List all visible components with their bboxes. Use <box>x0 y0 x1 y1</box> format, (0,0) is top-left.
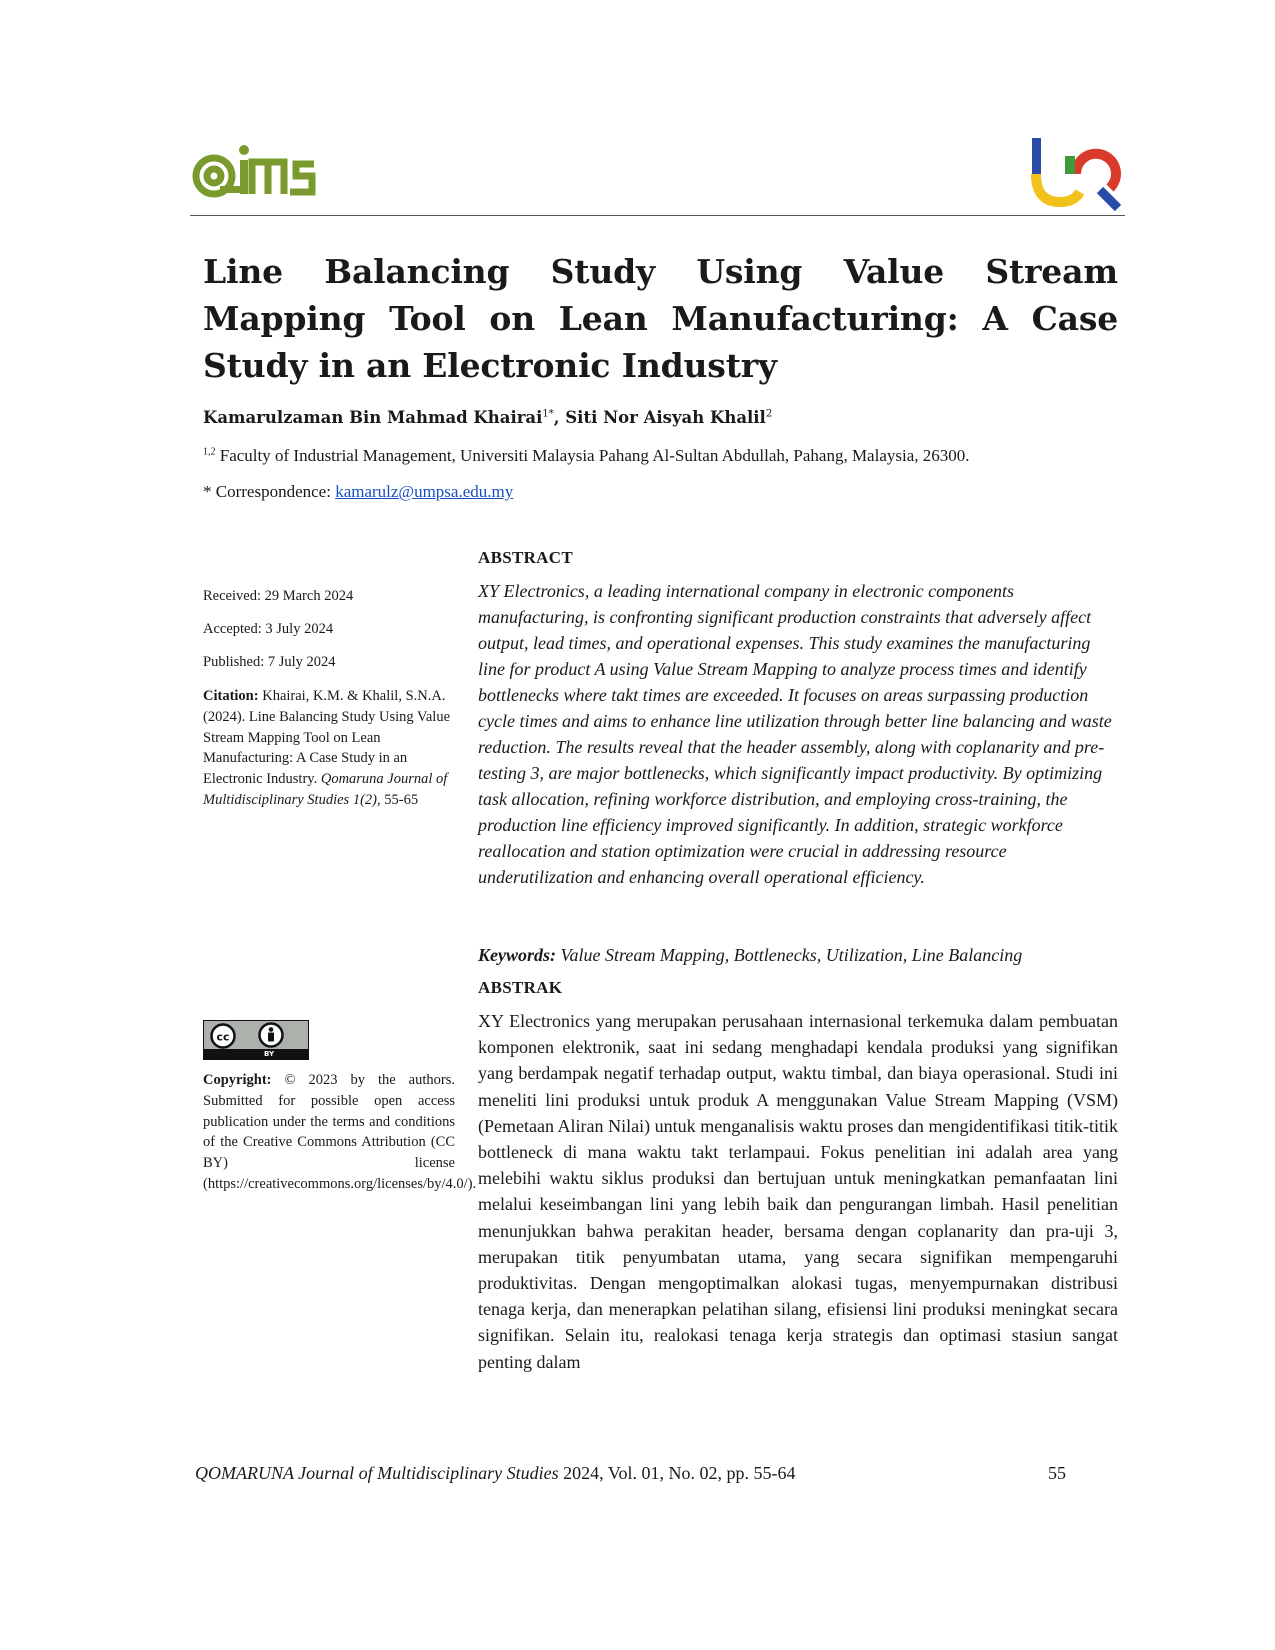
abstrak-text: XY Electronics yang merupakan perusahaan internasional terkemuka dalam pembuatan komponen elektronik, saat ini sedang menghadapi kendala produksi yang signifikan yang berdampak negatif terhadap output, waktu timbal, dan biaya operasional. Studi ini meneliti lini produksi untuk produk A menggunakan Value Stream Mapping (VSM) (Pemetaan Aliran Nilai) untuk menganalisis waktu proses dan mengidentifikasi titik-titik bottleneck di mana waktu takt terlampaui. Fokus penelitian ini adalah area yang melebihi waktu siklus produksi dan bertujuan untuk meningkatkan pemanfaatan lini melalui keseimbangan lini yang lebih baik dan pengurangan limbah. Hasil penelitian menunjukkan bahwa perakitan header, bersama dengan coplanarity dan pra-uji 3, merupakan titik penyumbatan utama, yang secara signifikan mempengaruhi produktivitas. Dengan mengoptimalkan alokasi tugas, menyempurnakan distribusi tenaga kerja, dan menerapkan pelatihan silang, efisiensi lini produksi meningkat secara signifikan. Selain itu, realokasi tenaga kerja strategis dan optimasi stasiun sangat penting dalam <box>478 1011 1118 1372</box>
cc-by-license-badge[interactable] <box>203 1020 309 1060</box>
abstrak-heading: ABSTRAK <box>478 978 563 997</box>
citation-label: Citation: <box>203 688 259 704</box>
correspondence-label: * Correspondence: <box>203 482 336 501</box>
keywords-text: Value Stream Mapping, Bottlenecks, Utilization, Line Balancing <box>556 945 1023 965</box>
cc-by-label: BY <box>264 1050 275 1058</box>
footer-journal-name: QOMARUNA Journal of Multidisciplinary Studies <box>195 1463 559 1483</box>
qjms-logo-icon <box>190 138 320 204</box>
author-affiliation-mark: 1* <box>542 408 554 420</box>
svg-text:cc: cc <box>216 1030 230 1044</box>
affiliation-text: Faculty of Industrial Management, Universiti Malaysia Pahang Al-Sultan Abdullah, Pahang, Malaysia, 26300. <box>215 446 970 465</box>
attribution-person-icon <box>258 1022 284 1048</box>
correspondence <box>203 482 1118 502</box>
author-affiliation-mark: 2 <box>765 408 773 420</box>
uq-logo-icon <box>1030 134 1125 212</box>
affiliation <box>203 446 1118 466</box>
page-number: 55 <box>1048 1463 1066 1483</box>
copyright-text: © 2023 by the authors. Submitted for possible open access publication under the terms and conditions of the Creative Commons Attribution (CC BY) license (https://creativecommons.org/licenses/by/4.0/). <box>203 1072 477 1192</box>
abstract-heading: ABSTRACT <box>478 548 573 567</box>
published-date: Published: 7 July 2024 <box>203 654 336 670</box>
abstract-text: XY Electronics, a leading international company in electronic components manufacturing, is confronting significant production constraints that adversely affect output, lead times, and operational expenses. This study examines the manufacturing line for product A using Value Stream Mapping to analyze process times and identify bottlenecks where takt times are exceeded. It focuses on areas surpassing production cycle times and aims to enhance line utilization through better line balancing and waste reduction. The results reveal that the header assembly, along with coplanarity and pre-testing 3, are major bottlenecks, which significantly impact productivity. By optimizing task allocation, refining workforce distribution, and employing cross-training, the production line efficiency improved significantly. In addition, strategic workforce reallocation and station optimization were crucial in addressing resource underutilization and enhancing overall operational efficiency. <box>478 581 1112 887</box>
citation-text: Khairai, K.M. & Khalil, S.N.A. (2024). Line Balancing Study Using Value Stream Mapping Tool on Lean Manufacturing: A Case Study in an Electronic Industry. <box>203 688 451 788</box>
accepted-date: Accepted: 3 July 2024 <box>203 621 334 637</box>
journal-logo <box>190 138 320 209</box>
keywords-label: Keywords: <box>478 945 556 965</box>
author-list <box>203 408 1118 427</box>
cc-badge-bar <box>204 1049 308 1059</box>
correspondence-email-link[interactable]: kamarulz@umpsa.edu.my <box>335 482 514 501</box>
copyright-label: Copyright: <box>203 1072 272 1088</box>
author-name: Siti Nor Aisyah Khalil <box>565 408 766 427</box>
publisher-logo <box>1030 134 1125 217</box>
footer-issue-details: 2024, Vol. 01, No. 02, pp. 55-64 <box>558 1463 796 1483</box>
citation-pages: , 55-65 <box>376 791 419 808</box>
citation-journal: Qomaruna Journal of Multidisciplinary Studies 1(2) <box>203 771 448 808</box>
author-separator: , <box>553 408 566 427</box>
author-name: Kamarulzaman Bin Mahmad Khairai <box>203 408 543 427</box>
copyright-notice <box>203 1070 477 1195</box>
keywords <box>478 945 1118 966</box>
header-divider <box>190 215 1125 216</box>
affiliation-mark: 1,2 <box>203 446 216 458</box>
paper-title: Line Balancing Study Using Value Stream Mapping Tool on Lean Manufacturing: A Case Study in an Electronic Industry <box>203 252 1118 385</box>
creative-commons-icon <box>210 1023 236 1049</box>
citation <box>203 686 455 811</box>
page-footer <box>195 1463 796 1484</box>
received-date: Received: 29 March 2024 <box>203 588 354 604</box>
